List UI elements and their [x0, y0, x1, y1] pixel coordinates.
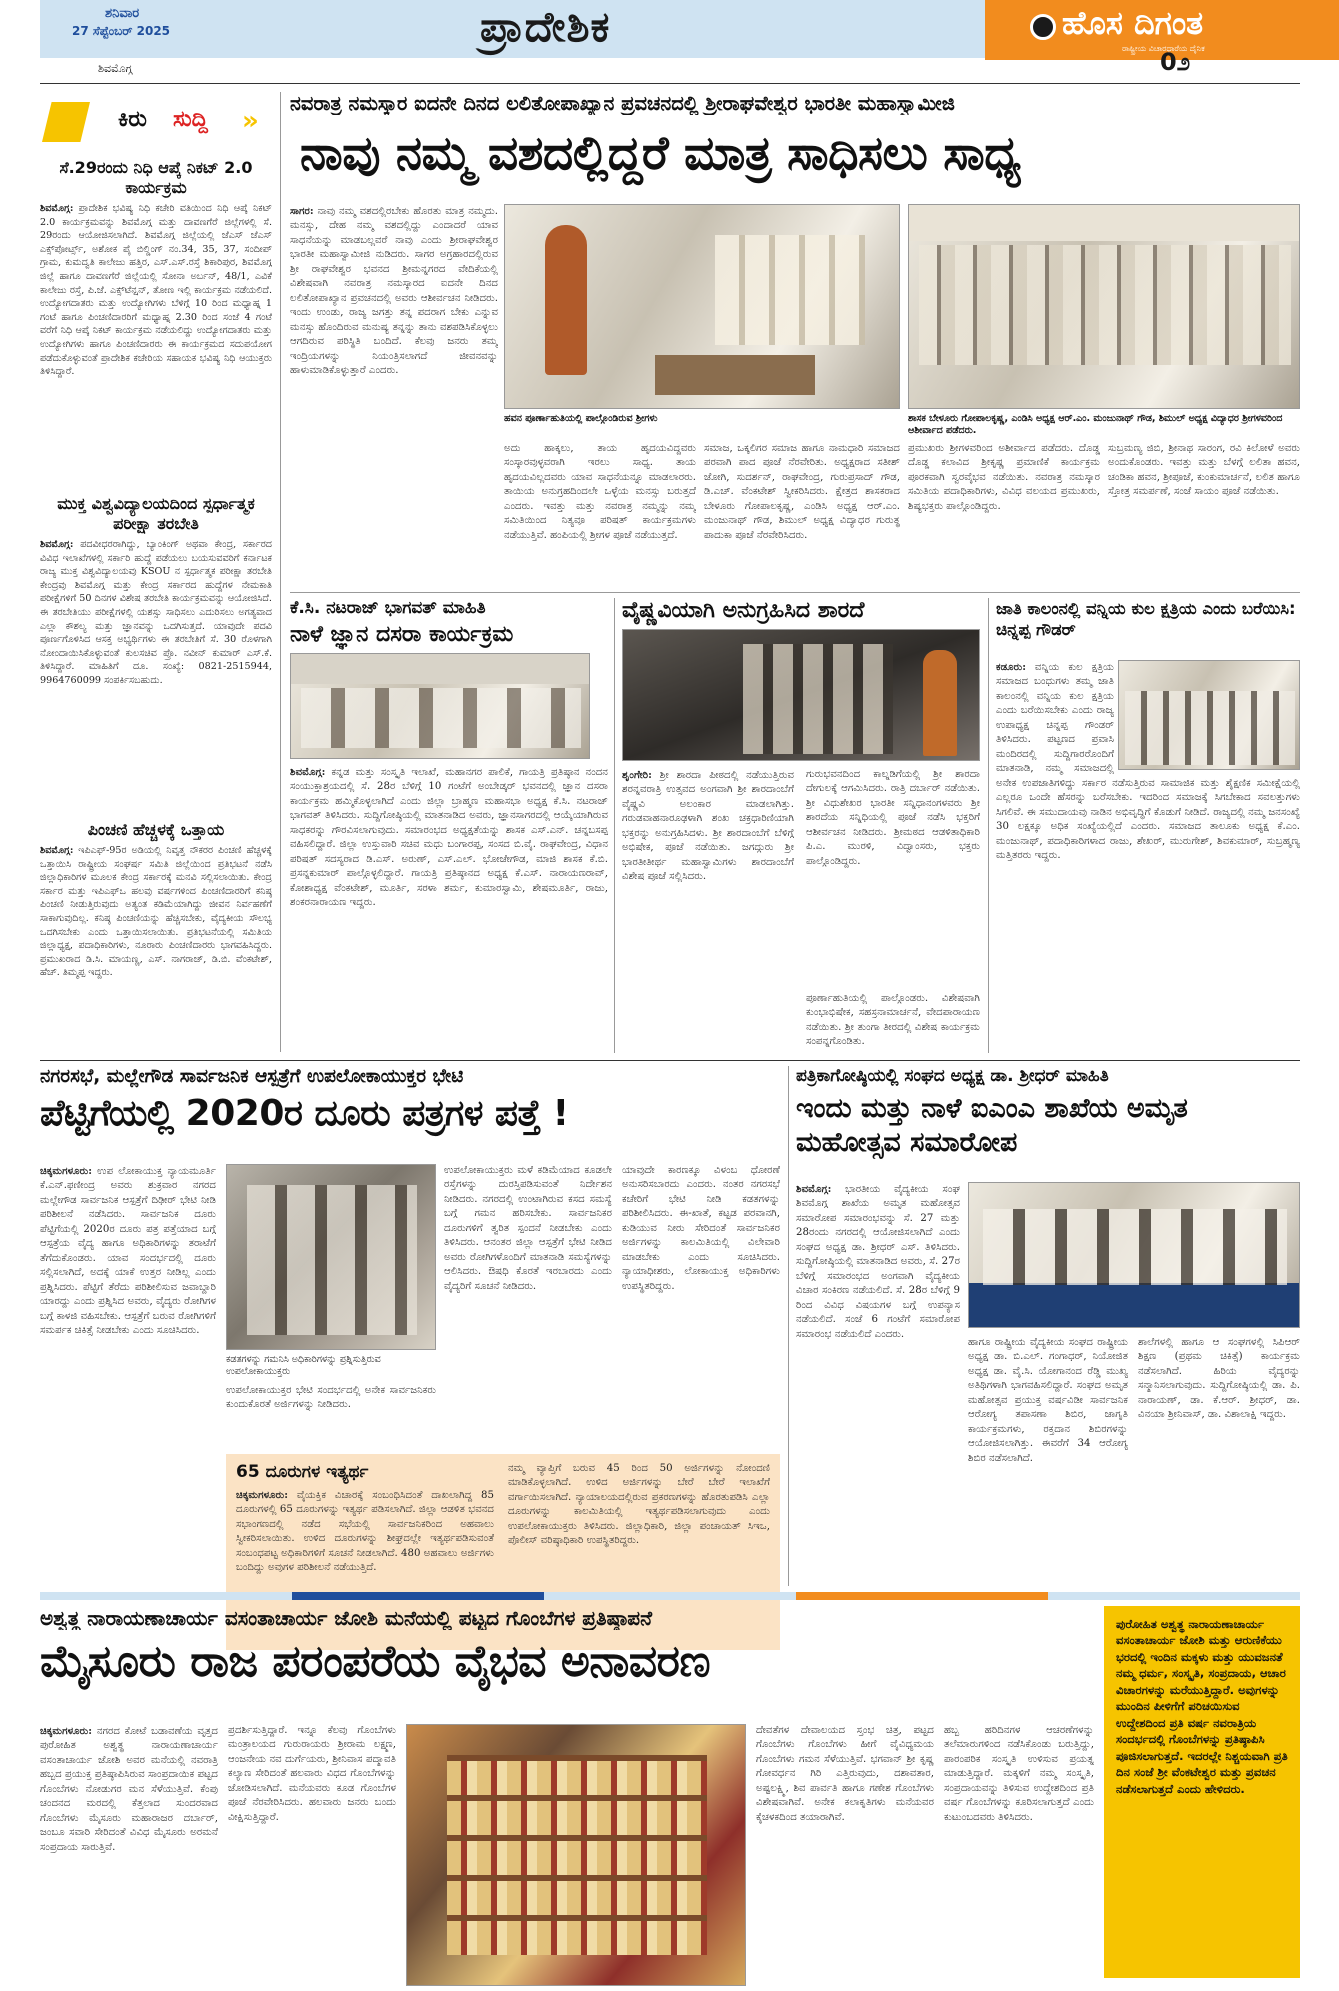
pointing-hand-icon [42, 102, 90, 142]
story6-kicker: ಪತ್ರಿಕಾಗೋಷ್ಠಿಯಲ್ಲಿ ಸಂಘದ ಅಧ್ಯಕ್ಷ ಡಾ. ಶ್ರೀಧರ್ ಮಾಹಿತಿ [796, 1066, 1109, 1086]
paper-tagline: ರಾಷ್ಟ್ರೀಯ ವಿಚಾರಧಾರೆಯ ದೈನಿಕ [1122, 44, 1205, 53]
story5-subtext: ಉಪಲೋಕಾಯುಕ್ತರ ಭೇಟಿ ಸಂದರ್ಭದಲ್ಲಿ ಅನೇಕ ಸಾರ್ವಜನಿಕರು ಕುಂದುಕೊರತೆ ಅರ್ಜಿಗಳನ್ನು ನೀಡಿದರು. [226, 1385, 436, 1411]
masthead-city: ಶಿವಮೊಗ್ಗ [98, 62, 133, 75]
box65-place: ಚಿಕ್ಕಮಗಳೂರು: [236, 1489, 289, 1501]
story7-col-1-text: ನಗರದ ಕೋಟೆ ಬಡಾವಣೆಯ ವೃತ್ತದ ಪುರೋಹಿತ ಅಶ್ವತ್ಥ ನಾರಾಯಣಾಚಾರ್ಯ ವಸಂತಾಚಾರ್ಯ ಜೋಶಿ ಅವರ ಮನೆಯಲ್ಲಿ ನವರಾತ್ರಿ ಹಬ್ಬದ ಪ್ರಯುಕ್ತ ಪ್ರತಿಷ್ಠಾಪಿಸಿರುವ ಸಾಂಪ್ರದಾಯಿಕ ಪಟ್ಟದ ಗೊಂಬೆಗಳು ನೋಡುಗರ ಮನ ಸೆಳೆಯುತ್ತಿವೆ. ಕೆಂಪು ಚಂದನದ ಮರದಲ್ಲಿ ಕೆತ್ತಲಾದ ಸುಂದರವಾದ ಗೊಂಬೆಗಳು ಮೈಸೂರು ಮಹಾರಾಜರ ದರ್ಬಾರ್, ಜಂಬೂ ಸವಾರಿ ಸೇರಿದಂತೆ ವಿವಿಧ ಮೈಸೂರು ಅರಮನೆ ಸಂಪ್ರದಾಯ ಸಾರುತ್ತಿವೆ. [40, 1726, 218, 1853]
page-number: 0೨ [1160, 48, 1191, 76]
story7-col-4: ಹಬ್ಬ ಹರಿದಿನಗಳ ಆಚರಣೆಗಳನ್ನು ತಲೆಮಾರುಗಳಿಂದ ನಡೆಸಿಕೊಂಡು ಬರುತ್ತಿದ್ದು, ಪಾರಂಪರಿಕ ಸಂಸ್ಕೃತಿ ಉಳಿಸುವ ಪ್ರಯತ್ನ ಮಾಡುತ್ತಿದ್ದಾರೆ. ಮಕ್ಕಳಿಗೆ ನಮ್ಮ ಸಂಸ್ಕೃತಿ, ಸಂಪ್ರದಾಯವನ್ನು ತಿಳಿಸುವ ಉದ್ದೇಶದಿಂದ ಪ್ರತಿ ವರ್ಷ ಗೊಂಬೆಗಳನ್ನು ಕೂರಿಸಲಾಗುತ್ತದೆ ಎಂದು ಕುಟುಂಬದವರು ತಿಳಿಸಿದರು. [944, 1725, 1094, 1823]
press-table [969, 1283, 1300, 1328]
chevrons-icon: » [242, 106, 259, 136]
story-ima [796, 1066, 1300, 1586]
story3-col-3: ಪೂರ್ಣಾಹುತಿಯಲ್ಲಿ ಪಾಲ್ಗೊಂಡರು. ವಿಶೇಷವಾಗಿ ಕುಂಭಾಭಿಷೇಕ, ಸಹಸ್ರನಾಮಾರ್ಚನೆ, ವೇದಪಾರಾಯಣ ನಡೆಯಿತು. ಶ್ರೀ ತುಂಗಾ ತೀರದಲ್ಲಿ ವಿಶೇಷ ಕಾರ್ಯಕ್ರಮ ಸಂಪನ್ನಗೊಂಡಿತು. [806, 993, 980, 1048]
quote-box [1104, 1606, 1300, 1978]
story4-headline: ಜಾತಿ ಕಾಲಂನಲ್ಲಿ ವನ್ನಿಯ ಕುಲ ಕ್ಷತ್ರಿಯ ಎಂದು ಬರೆಯಿಸಿ: ಚಿನ್ನಪ್ಪ ಗೌಡರ್ [996, 599, 1296, 640]
color-stripe [40, 1592, 1300, 1600]
quote-box-text: ಪುರೋಹಿತ ಅಶ್ವತ್ಥ ನಾರಾಯಣಾಚಾರ್ಯ ವಸಂತಾಚಾರ್ಯ ಜೋಶಿ ಮತ್ತು ಆರುಣಿಕೆಯು ಭರದಲ್ಲಿ ಇಂದಿನ ಮಕ್ಕಳು ಮತ್ತು ಯುವಜನತೆ ನಮ್ಮ ಧರ್ಮ, ಸಂಸ್ಕೃತಿ, ಸಂಪ್ರದಾಯ, ಆಚಾರ ವಿಚಾರಗಳನ್ನು ಮರೆಯುತ್ತಿದ್ದಾರೆ. ಅವುಗಳನ್ನು ಮುಂದಿನ ಪೀಳಿಗೆಗೆ ಪರಿಚಯಿಸುವ ಉದ್ದೇಶದಿಂದ ಪ್ರತಿ ವರ್ಷ ನವರಾತ್ರಿಯ ಸಂದರ್ಭದಲ್ಲಿ ಗೊಂಬೆಗಳನ್ನು ಪ್ರತಿಷ್ಠಾಪಿಸಿ ಪೂಜಿಸಲಾಗುತ್ತದೆ. ಇದರಲ್ಲೇ ನಿಶ್ಚಯವಾಗಿ ಪ್ರತಿ ದಿನ ಸಂಜೆ ಶ್ರೀ ವೆಂಕಟೇಶ್ವರ ಮತ್ತು ಪ್ರವಚನ ನಡೆಸಲಾಗುತ್ತದೆ ಎಂದು ಹೇಳಿದರು. [1116, 1617, 1288, 1796]
kiru-body-3 [40, 844, 272, 1052]
kirusuddi-column [40, 92, 272, 1052]
story6-place: ಶಿವಮೊಗ್ಗ: [796, 1183, 832, 1195]
lead-col-1 [290, 204, 498, 584]
story6-headline: ಇಂದು ಮತ್ತು ನಾಳೆ ಐಎಂಎ ಶಾಖೆಯ ಅಮೃತ ಮಹೋತ್ಸವ ಸಮಾರೋಪ [796, 1093, 1188, 1158]
story-vaishnavi [622, 598, 980, 1053]
priests-figures [715, 235, 865, 345]
kiru-text-3: ಇಪಿಎಫ್-95ರ ಅಡಿಯಲ್ಲಿ ನಿವೃತ್ತ ನೌಕರರ ಪಿಂಚಣಿ ಹೆಚ್ಚಳಕ್ಕೆ ಒತ್ತಾಯಿಸಿ ರಾಷ್ಟ್ರೀಯ ಸಂಘರ್ಷ ಸಮಿತಿ ಜಿಲ್ಲೆಯಿಂದ ಪ್ರತಿಭಟನೆ ನಡೆಸಿ ಜಿಲ್ಲಾಧಿಕಾರಿಗಳ ಮೂಲಕ ಕೇಂದ್ರ ಸರ್ಕಾರಕ್ಕೆ ಮನವಿ ಸಲ್ಲಿಸಲಾಯಿತು. ಕೇಂದ್ರ ಸರ್ಕಾರ ಮತ್ತು ಇಪಿಎಫ್‌ಒ ಹಲವು ವರ್ಷಗಳಿಂದ ಪಿಂಚಣಿದಾರರಿಗೆ ಕನಿಷ್ಠ ಪಿಂಚಣಿ ನೀಡುತ್ತಿರುವುದು ಅತ್ಯಂತ ಕಡಿಮೆಯಾಗಿದ್ದು ಜೀವನ ನಿರ್ವಹಣೆಗೆ ಸಾಕಾಗುವುದಿಲ್ಲ. ಕನಿಷ್ಠ ಪಿಂಚಣಿಯನ್ನು ಹೆಚ್ಚಿಸಬೇಕು, ವೈದ್ಯಕೀಯ ಸೌಲಭ್ಯ ಒದಗಿಸಬೇಕು ಎಂದು ಒತ್ತಾಯಿಸಲಾಯಿತು. ಪ್ರತಿಭಟನೆಯಲ್ಲಿ ಸಮಿತಿಯ ಜಿಲ್ಲಾಧ್ಯಕ್ಷ, ಪದಾಧಿಕಾರಿಗಳು, ನೂರಾರು ಪಿಂಚಣಿದಾರರು ಭಾಗವಹಿಸಿದ್ದರು. ಪ್ರಮುಖರಾದ ಡಿ.ಸಿ. ಮಾಯಣ್ಣ, ಎಸ್. ನಾಗರಾಜ್, ಡಿ.ಬಿ. ವೆಂಕಟೇಶ್, ಹೆಚ್. ತಿಮ್ಮಪ್ಪ ಇದ್ದರು. [40, 845, 272, 979]
kiru-place-2: ಶಿವಮೊಗ್ಗ: [40, 539, 74, 550]
kiru-item-3 [40, 820, 272, 1052]
story-lokayukta [40, 1066, 780, 1586]
box65-col-2: ನಮ್ಮ ವ್ಯಾಪ್ತಿಗೆ ಬರುವ 45 ರಿಂದ 50 ಅರ್ಜಿಗಳನ್ನು ನೋಂದಣಿ ಮಾಡಿಕೊಳ್ಳಲಾಗಿದೆ. ಉಳಿದ ಅರ್ಜಿಗಳನ್ನು ಬೇರೆ ಬೇರೆ ಇಲಾಖೆಗೆ ವರ್ಗಾಯಿಸಲಾಗಿದೆ. ನ್ಯಾಯಾಲಯದಲ್ಲಿರುವ ಪ್ರಕರಣಗಳನ್ನು ಹೊರತುಪಡಿಸಿ ಎಲ್ಲಾ ದೂರುಗಳನ್ನು ಕಾಲಮಿತಿಯಲ್ಲಿ ಇತ್ಯರ್ಥಪಡಿಸಲಾಗುವುದು ಎಂದು ಉಪಲೋಕಾಯುಕ್ತರು ತಿಳಿಸಿದರು. ಜಿಲ್ಲಾಧಿಕಾರಿ, ಜಿಲ್ಲಾ ಪಂಚಾಯತ್ ಸಿಇಒ, ಪೊಲೀಸ್ ವರಿಷ್ಠಾಧಿಕಾರಿ ಉಪಸ್ಥಿತರಿದ್ದರು. [508, 1463, 770, 1547]
story7-place: ಚಿಕ್ಕಮಗಳೂರು: [40, 1725, 93, 1737]
doctors-figures [983, 1209, 1287, 1285]
masthead-day: ಶನಿವಾರ [105, 6, 140, 21]
kiru-headline-1: ಸೆ.29ರಂದು ನಿಧಿ ಆಪ್ಕೆ ನಿಕಟ್ 2.0 ಕಾರ್ಯಕ್ರಮ [59, 158, 253, 197]
kiru-headline-2: ಮುಕ್ತ ವಿಶ್ವವಿದ್ಯಾಲಯದಿಂದ ಸ್ಪರ್ಧಾತ್ಮಕ ಪರೀಕ್ಷಾ ತರಬೇತಿ [57, 494, 255, 533]
lead-photo-2-caption: ಶಾಸಕ ಬೇಳೂರು ಗೋಪಾಲಕೃಷ್ಣ, ಎಂಡಿಸಿ ಅಧ್ಯಕ್ಷ ಆರ್.ಎಂ. ಮಂಜುನಾಥ್ ಗೌಡ, ಶಿಮುಲ್ ಅಧ್ಯಕ್ಷ ವಿದ್ಯಾಧರ ಶ್ರೀಗಳವರಿಂದ ಆಶೀರ್ವಾದ ಪಡೆದರು. [908, 413, 1283, 437]
lead-kicker: ನವರಾತ್ರ ನಮಸ್ಕಾರ ಐದನೇ ದಿನದ ಲಲಿತೋಪಾಖ್ಯಾನ ಪ್ರವಚನದಲ್ಲಿ ಶ್ರೀರಾಘವೇಶ್ವರ ಭಾರತೀ ಮಹಾಸ್ವಾಮೀಜಿ [290, 92, 955, 115]
story-gombe [40, 1606, 1300, 1986]
box65-col-1-text: ವೈಯಕ್ತಿಕ ವಿಚಾರಕ್ಕೆ ಸಂಬಂಧಿಸಿದಂತೆ ದಾಖಲಾಗಿದ್ದ 85 ದೂರುಗಳಲ್ಲಿ 65 ದೂರುಗಳನ್ನು ಇತ್ಯರ್ಥ ಪಡಿಸಲಾಗಿದೆ. ಜಿಲ್ಲಾ ಆಡಳಿತ ಭವನದ ಸಭಾಂಗಣದಲ್ಲಿ ನಡೆದ ಸಭೆಯಲ್ಲಿ ಸಾರ್ವಜನಿಕರಿಂದ ಅಹವಾಲು ಸ್ವೀಕರಿಸಲಾಯಿತು. ಉಳಿದ ದೂರುಗಳನ್ನು ಶೀಘ್ರದಲ್ಲೇ ಇತ್ಯರ್ಥಪಡಿಸುವಂತೆ ಸಂಬಂಧಪಟ್ಟ ಅಧಿಕಾರಿಗಳಿಗೆ ಸೂಚನೆ ನೀಡಲಾಗಿದೆ. 480 ಅಹವಾಲು ಅರ್ಜಿಗಳು ಬಂದಿದ್ದು ಅವುಗಳ ಪರಿಶೀಲನೆ ನಡೆಯುತ್ತಿದೆ. [236, 1490, 494, 1574]
kiru-text-1: ಪ್ರಾದೇಶಿಕ ಭವಿಷ್ಯ ನಿಧಿ ಕಚೇರಿ ವತಿಯಿಂದ ನಿಧಿ ಆಪ್ಕೆ ನಿಕಟ್ 2.0 ಕಾರ್ಯಕ್ರಮವನ್ನು ಶಿವಮೊಗ್ಗ ಮತ್ತು ದಾವಣಗೆರೆ ಜಿಲ್ಲೆಗಳಲ್ಲಿ ಸೆ. 29ರಂದು ಆಯೋಜಿಸಲಾಗಿದೆ. ಶಿವಮೊಗ್ಗ ಜಿಲ್ಲೆಯಲ್ಲಿ ಜೆಎಸ್ ಜೆಎಸ್ ಎಕ್ಸ್‌ಪೋರ್ಟ್ಸ್, ಅಶೋಕ ಪೈ ಬಿಲ್ಡಿಂಗ್ ನಂ.34, 35, 37, ಸಂದೀಪ್ ಗ್ರಾಮ, ಕುಮದ್ವತಿ ಕಾಲೇಜು ಹತ್ತಿರ, ಎಸ್.ಎಸ್.ರಸ್ತೆ ಶಿಕಾರಿಪುರ, ಶಿವಮೊಗ್ಗ ಜಿಲ್ಲೆ ಹಾಗೂ ದಾವಣಗೆರೆ ಜಿಲ್ಲೆಯಲ್ಲಿ ಸೋನಾ ಅರ್ಬನ್, 48/1, ಎವಿಕೆ ಕಾಲೇಜು ರಸ್ತೆ, ಪಿ.ಜೆ. ಎಕ್ಸ್‌ಟೆನ್ಷನ್, ತೋಣ ಇಲ್ಲಿ ಕಾರ್ಯಕ್ರಮ ನಡೆಯಲಿದೆ. ಉದ್ಯೋಗದಾತರು ಮತ್ತು ಉದ್ಯೋಗಿಗಳು ಬೆಳಿಗ್ಗೆ 10 ರಿಂದ ಮಧ್ಯಾಹ್ನ 1 ಗಂಟೆ ಹಾಗೂ ಪಿಂಚಣಿದಾರರಿಗೆ ಮಧ್ಯಾಹ್ನ 2.30 ರಿಂದ ಸಂಜೆ 4 ಗಂಟೆ ವರೆಗೆ ನಿಧಿ ಆಪ್ಕೆ ನಿಕಟ್ ಕಾರ್ಯಕ್ರಮ ನಡೆಯಲಿದ್ದು ಉದ್ಯೋಗದಾತರು ಮತ್ತು ಉದ್ಯೋಗಿಗಳು ಹಾಗೂ ಪಿಂಚಣಿದಾರರು ಈ ಕಾರ್ಯಕ್ರಮದ ಸದುಪಯೋಗ ಪಡೆದುಕೊಳ್ಳುವಂತೆ ಪ್ರಾದೇಶಿಕ ಕಚೇರಿಯ ಸಹಾಯಕ ಭವಿಷ್ಯ ನಿಧಿ ಆಯುಕ್ತರು ತಿಳಿಸಿದ್ದಾರೆ. [40, 203, 272, 378]
lead-story [290, 92, 1300, 587]
story3-place: ಶೃಂಗೇರಿ: [622, 769, 652, 781]
story7-photo [406, 1724, 746, 1986]
swamiji-figure [545, 225, 587, 375]
lead-place: ಸಾಗರ: [290, 205, 314, 217]
kiru-item-2 [40, 494, 272, 814]
kiru-headline-3: ಪಿಂಚಣಿ ಹೆಚ್ಚಳಕ್ಕೆ ಒತ್ತಾಯ [87, 820, 225, 839]
story2-headline: ನಾಳೆ ಜ್ಞಾನ ದಸರಾ ಕಾರ್ಯಕ್ರಮ [290, 622, 514, 647]
lead-photo-1-caption: ಹವನ ಪೂರ್ಣಾಹುತಿಯಲ್ಲಿ ಪಾಲ್ಗೊಂಡಿರುವ ಶ್ರೀಗಳು [504, 413, 658, 424]
paper-name: ಹೊಸ ದಿಗಂತ [1062, 4, 1204, 42]
brand-logo [1030, 4, 1339, 53]
story5-photo [226, 1164, 436, 1350]
story5-col-1-text: ಉಪ ಲೋಕಾಯುಕ್ತ ನ್ಯಾಯಮೂರ್ತಿ ಕೆ.ಎನ್.ಫಣೀಂದ್ರ ಅವರು ಶುಕ್ರವಾರ ನಗರದ ಮಲ್ಲೇಗೌಡ ಸಾರ್ವಜನಿಕ ಆಸ್ಪತ್ರೆಗೆ ದಿಢೀರ್ ಭೇಟಿ ನೀಡಿ ಪರಿಶೀಲನೆ ನಡೆಸಿದರು. ಸಾರ್ವಜನಿಕ ದೂರು ಪೆಟ್ಟಿಗೆಯಲ್ಲಿ 2020ರ ದೂರು ಪತ್ರ ಪತ್ತೆಯಾದ ಬಗ್ಗೆ ಆಸ್ಪತ್ರೆಯ ವೈದ್ಯ ಹಾಗೂ ಅಧಿಕಾರಿಗಳನ್ನು ತರಾಟೆಗೆ ತೆಗೆದುಕೊಂಡರು. ಯಾವ ಸಂದರ್ಭದಲ್ಲಿ ದೂರು ಸಲ್ಲಿಸಲಾಗಿದೆ, ಅದಕ್ಕೆ ಯಾಕೆ ಉತ್ತರ ನೀಡಿಲ್ಲ ಎಂದು ಪ್ರಶ್ನಿಸಿದರು. ಪೆಟ್ಟಿಗೆ ತೆರೆದು ಪರಿಶೀಲಿಸುವ ಜವಾಬ್ದಾರಿ ಯಾರದ್ದು ಎಂದು ಪ್ರಶ್ನಿಸಿದ ಅವರು, ವೈದ್ಯರು ರೋಗಿಗಳ ಬಗ್ಗೆ ಕಾಳಜಿ ವಹಿಸಬೇಕು. ಆಸ್ಪತ್ರೆಗೆ ಬರುವ ರೋಗಿಗಳಿಗೆ ಸಮರ್ಪಕ ಚಿಕಿತ್ಸೆ ನೀಡಬೇಕು ಎಂದು ಸೂಚಿಸಿದರು. [40, 1166, 216, 1337]
lead-headline: ನಾವು ನಮ್ಮ ವಶದಲ್ಲಿದ್ದರೆ ಮಾತ್ರ ಸಾಧಿಸಲು ಸಾಧ್ಯ [300, 126, 1021, 181]
story5-col-1 [40, 1164, 216, 1584]
doll-shelves [447, 1755, 707, 1955]
story3-col-1 [622, 768, 794, 1051]
story3-headline: ವೈಷ್ಣವಿಯಾಗಿ ಅನುಗ್ರಹಿಸಿದ ಶಾರದೆ [622, 598, 865, 623]
story-vanniya [996, 598, 1300, 1053]
story2-place: ಶಿವಮೊಗ್ಗ: [290, 766, 326, 778]
havan-kund [655, 355, 815, 395]
lead-photo-1 [504, 204, 900, 409]
lead-col-5: ಸುಬ್ರಮಣ್ಯ ಜಿಬಿ, ಶ್ರೀನಾಥ ಸಾರಂಗ, ರವಿ ಕಿಲೋಳೆ ಅವರು ಅಂದುಕೊಂಡರು. ಇವತ್ತು ಮತ್ತು ಬೆಳಗ್ಗೆ ಲಲಿತಾ ಹವನ, ಚಂಡಿಕಾ ಹವನ, ಶ್ರೀಪೂಜೆ, ಕುಂಕುಮಾರ್ಚನೆ, ಲಲಿತ ಹಾಗೂ ಸ್ತೋತ್ರ ಸಮರ್ಪಣೆ, ಸಂಜೆ ಸಾಯಂ ಪೂಜೆ ನಡೆಯಿತು. [1108, 443, 1300, 498]
lead-col-2: ಅದು ಹಾಕ್ಕಲು, ತಾಯ ಹೃದಯವಿದ್ದವರು ಸಂಸ್ಕಾರವುಳ್ಳವರಾಗಿ ಇರಲು ಸಾಧ್ಯ. ತಾಯ ಹೃದಯವಿಲ್ಲದವರು ಯಾವ ಸಾಧನೆಯನ್ನೂ ಮಾಡಲಾರರು. ತಾಯಿಯ ಅನುಗ್ರಹದಿಂದಲೇ ಒಳ್ಳೆಯ ಮನಸ್ಸು ಬರುತ್ತದೆ ಎಂದರು. ಇವತ್ತು ಮತ್ತು ನವರಾತ್ರ ನಮ್ಮನ್ನು ನಮ್ಮ ಸಮಿತಿಯಿಂದ ನಿತ್ಯವೂ ಪರಿಷತ್ ಕಾರ್ಯಕ್ರಮಗಳು ನಡೆಯುತ್ತಿವೆ. ಹಂಪಿಯಲ್ಲಿ ಶ್ರೀಗಳ ಪೂಜೆ ನಡೆಯುತ್ತದೆ. [504, 443, 696, 541]
story3-photo [622, 629, 980, 761]
kiru-body-1 [40, 202, 272, 510]
kiru-place-1: ಶಿವಮೊಗ್ಗ: [40, 203, 74, 214]
lead-col-1-text: ನಾವು ನಮ್ಮ ವಶದಲ್ಲಿರಬೇಕು ಹೊರತು ಮಾತ್ರ ನಮ್ಮದು. ಮನಸ್ಸು, ದೇಹ ನಮ್ಮ ವಶದಲ್ಲಿದ್ದು ಎಂದಾದರೆ ಯಾವ ಸಾಧನೆಯನ್ನು ಮಾಡಬಲ್ಲವರೆ ನಾವು ಎಂದು ಶ್ರೀರಾಘವೇಶ್ವರ ಭಾರತೀ ಮಹಾಸ್ವಾಮೀಜಿ ನುಡಿದರು. ಸಾಗರ ಅಗ್ರಹಾರದಲ್ಲಿರುವ ಶ್ರೀ ರಾಘವೇಶ್ವರ ಭವನದ ಶ್ರೀಮನ್ನಗರದ ವೇದಿಕೆಯಲ್ಲಿ ವಿಶೇಷವಾಗಿ ನವರಾತ್ರ ನಮಸ್ಕಾರದ ಐದನೇ ದಿನದ ಲಲಿತೋಪಾಖ್ಯಾನ ಪ್ರವಚನದಲ್ಲಿ ಅವರು ಆಶೀರ್ವಚನ ನೀಡಿದರು. ಇಂದು ಉಂಡು, ರಾಜ್ಯ ಜಗತ್ತು ತನ್ನ ಪದರಾಗ ಬೇಕು ಎನ್ನುವ ಮನಸ್ಸು ಹೊಂದಿರುವ ಮನುಷ್ಯ ತನ್ನನ್ನು ತಾನು ವಶಪಡಿಸಿಕೊಳ್ಳಲು ಆಗದಿರುವ ಪರಿಸ್ಥಿತಿ ಬಂದಿದೆ. ಕೆಲವು ಜನರು ತಮ್ಮ ಇಂದ್ರಿಯಗಳನ್ನು ನಿಯಂತ್ರಿಸಲಾಗದೆ ಜೀವನವನ್ನು ಹಾಳುಮಾಡಿಕೊಳ್ಳುತ್ತಾರೆ ಎಂದರು. [290, 206, 498, 377]
press-banner [291, 654, 590, 684]
story5-col-2: ಉಪಲೋಕಾಯುಕ್ತರು ಮಳೆ ಕಡಿಮೆಯಾದ ಕೂಡಲೇ ರಸ್ತೆಗಳನ್ನು ದುರಸ್ತಿಪಡಿಸುವಂತೆ ನಿರ್ದೇಶನ ನೀಡಿದರು. ನಗರದಲ್ಲಿ ಉಂಟಾಗಿರುವ ಕಸದ ಸಮಸ್ಯೆ ಬಗ್ಗೆ ಗಮನ ಹರಿಸಬೇಕು. ಸಾರ್ವಜನಿಕರ ದೂರುಗಳಿಗೆ ತ್ವರಿತ ಸ್ಪಂದನೆ ನೀಡಬೇಕು ಎಂದು ತಿಳಿಸಿದರು. ಆನಂತರ ಜಿಲ್ಲಾ ಆಸ್ಪತ್ರೆಗೆ ಭೇಟಿ ನೀಡಿದ ಅವರು ರೋಗಿಗಳೊಂದಿಗೆ ಮಾತನಾಡಿ ಸಮಸ್ಯೆಗಳನ್ನು ಆಲಿಸಿದರು. ಔಷಧಿ ಕೊರತೆ ಇರಬಾರದು ಎಂದು ವೈದ್ಯರಿಗೆ ಸೂಚನೆ ನೀಡಿದರು. [444, 1165, 612, 1292]
story6-col-1 [796, 1182, 960, 1584]
story2-text: ಕನ್ನಡ ಮತ್ತು ಸಂಸ್ಕೃತಿ ಇಲಾಖೆ, ಮಹಾನಗರ ಪಾಲಿಕೆ, ಗಾಯತ್ರಿ ಪ್ರತಿಷ್ಠಾನ ನಂದನ ಸಂಯುಕ್ತಾಶ್ರಯದಲ್ಲಿ ಸೆ. 28ರ ಬೆಳಿಗ್ಗೆ 10 ಗಂಟೆಗೆ ಅಂಬೇಡ್ಕರ್ ಭವನದಲ್ಲಿ ಜ್ಞಾನ ದಸರಾ ಕಾರ್ಯಕ್ರಮ ಹಮ್ಮಿಕೊಳ್ಳಲಾಗಿದೆ ಎಂದು ಜಿಲ್ಲಾ ಬ್ರಾಹ್ಮಣ ಮಹಾಸಭಾ ಅಧ್ಯಕ್ಷ ಕೆ.ಸಿ. ನಟರಾಜ್ ಭಾಗವತ್ ತಿಳಿಸಿದರು. ಸುದ್ದಿಗೋಷ್ಠಿಯಲ್ಲಿ ಮಾತನಾಡಿದ ಅವರು, ಜ್ಞಾನಸಾಗರದಲ್ಲಿ ಆಯ್ಕೆಯಾಗಿರುವ ಸಾಧಕರನ್ನು ಗೌರವಿಸಲಾಗುವುದು. ಸಮಾರಂಭದ ಅಧ್ಯಕ್ಷತೆಯನ್ನು ಶಾಸಕ ಎಸ್.ಎನ್. ಚನ್ನಬಸಪ್ಪ ವಹಿಸಲಿದ್ದಾರೆ. ಜಿಲ್ಲಾ ಉಸ್ತುವಾರಿ ಸಚಿವ ಮಧು ಬಂಗಾರಪ್ಪ, ಸಂಸದ ಬಿ.ವೈ. ರಾಘವೇಂದ್ರ, ವಿಧಾನ ಪರಿಷತ್ ಸದಸ್ಯರಾದ ಡಿ.ಎಸ್. ಅರುಣ್, ಎಸ್.ಎಲ್. ಭೋಜೇಗೌಡ, ಮಾಜಿ ಶಾಸಕ ಕೆ.ಬಿ. ಪ್ರಸನ್ನಕುಮಾರ್ ಪಾಲ್ಗೊಳ್ಳಲಿದ್ದಾರೆ. ಗಾಯತ್ರಿ ಪ್ರತಿಷ್ಠಾನದ ಅಧ್ಯಕ್ಷ ಕೆ.ಎಸ್. ನಾರಾಯಣರಾವ್, ಕೋಶಾಧ್ಯಕ್ಷ ವೆಂಕಟೇಶ್, ಮೂರ್ತಿ, ಸರಳಾ ಶರ್ಮ, ಕುಮಾರಸ್ವಾಮಿ, ಶೇಷಮೂರ್ತಿ, ರಾಜು, ಶಂಕರನಾರಾಯಣ ಇದ್ದರು. [290, 767, 608, 909]
story6-photo [968, 1182, 1300, 1328]
crowd-figures [919, 245, 1291, 365]
story5-photo-caption: ಕಡತಗಳನ್ನು ಗಮನಿಸಿ ಅಧಿಕಾರಿಗಳನ್ನು ಪ್ರಶ್ನಿಸುತ್ತಿರುವ ಉಪಲೋಕಾಯುಕ್ತರು [226, 1354, 381, 1378]
story3-col-1-text: ಶ್ರೀ ಶಾರದಾ ಪೀಠದಲ್ಲಿ ನಡೆಯುತ್ತಿರುವ ಶರನ್ನವರಾತ್ರಿ ಉತ್ಸವದ ಅಂಗವಾಗಿ ಶ್ರೀ ಶಾರದಾಂಬೆಗೆ ವೈಷ್ಣವಿ ಅಲಂಕಾರ ಮಾಡಲಾಗಿತ್ತು. ಗರುಡವಾಹನಾರೂಢಳಾಗಿ ಶಂಖ ಚಕ್ರಧಾರಿಣಿಯಾಗಿ ಭಕ್ತರನ್ನು ಅನುಗ್ರಹಿಸಿದಳು. ಶ್ರೀ ಶಾರದಾಂಬೆಗೆ ಬೆಳಿಗ್ಗೆ ಅಭಿಷೇಕ, ಪೂಜೆ ನಡೆಯಿತು. ಜಗದ್ಗುರು ಶ್ರೀ ಭಾರತೀತೀರ್ಥ ಮಹಾಸ್ವಾಮಿಗಳು ಶಾರದಾಂಬೆಗೆ ವಿಶೇಷ ಪೂಜೆ ಸಲ್ಲಿಸಿದರು. [622, 770, 794, 883]
story2-photo [290, 653, 590, 759]
story4-text: ವನ್ನಿಯ ಕುಲ ಕ್ಷತ್ರಿಯ ಸಮಾಜದ ಬಂಧುಗಳು ತಮ್ಮ ಜಾತಿ ಕಾಲಂನಲ್ಲಿ ವನ್ನಿಯ ಕುಲ ಕ್ಷತ್ರಿಯ ಎಂದು ಬರೆಯಿಸಬೇಕು ಎಂದು ರಾಜ್ಯ ಉಪಾಧ್ಯಕ್ಷ ಚಿನ್ನಪ್ಪ ಗೌಂಡರ್ ತಿಳಿಸಿದರು. ಪಟ್ಟಣದ ಪ್ರವಾಸಿ ಮಂದಿರದಲ್ಲಿ ಸುದ್ದಿಗಾರರೊಂದಿಗೆ ಮಾತನಾಡಿ, ನಮ್ಮ ಸಮಾಜದಲ್ಲಿ ಅನೇಕ ಉಪಜಾತಿಗಳಿದ್ದು ಸರ್ಕಾರ ನಡೆಸುತ್ತಿರುವ ಸಾಮಾಜಿಕ ಮತ್ತು ಶೈಕ್ಷಣಿಕ ಸಮೀಕ್ಷೆಯಲ್ಲಿ ಎಲ್ಲರೂ ಒಂದೇ ಹೆಸರನ್ನು ಬರೆಸಬೇಕು. ಇದರಿಂದ ಸಮಾಜಕ್ಕೆ ಸಿಗಬೇಕಾದ ಸವಲತ್ತುಗಳು ಸಿಗಲಿವೆ. ಈ ಸಮುದಾಯವು ನಾಡಿನ ಅಭಿವೃದ್ಧಿಗೆ ಕೊಡುಗೆ ನೀಡಿದೆ. ರಾಜ್ಯದಲ್ಲಿ ನಮ್ಮ ಜನಸಂಖ್ಯೆ 30 ಲಕ್ಷಕ್ಕೂ ಅಧಿಕ ಸಂಖ್ಯೆಯಲ್ಲಿದೆ ಎಂದರು. ಸಮಾಜದ ತಾಲೂಕು ಅಧ್ಯಕ್ಷ ಕೆ.ಎಂ. ಮಂಜುನಾಥ್, ಪದಾಧಿಕಾರಿಗಳಾದ ರಾಜು, ಶೇಖರ್, ಮುರುಗೇಶ್, ಶಿವಕುಮಾರ್, ಸುಬ್ರಹ್ಮಣ್ಯ ಮತ್ತಿತರರು ಇದ್ದರು. [996, 662, 1300, 862]
story5-place: ಚಿಕ್ಕಮಗಳೂರು: [40, 1165, 93, 1177]
kiru-item-1 [40, 158, 272, 510]
story4-place: ಕಡೂರು: [996, 661, 1026, 673]
kirusuddi-label-b: ಸುದ್ದಿ [173, 107, 208, 132]
story7-col-1 [40, 1724, 218, 1986]
lamp-icon [1030, 14, 1056, 40]
section-title: ಪ್ರಾದೇಶಿಕ [480, 2, 611, 51]
temple-priests [743, 644, 893, 754]
lead-photo-2 [908, 204, 1300, 409]
story6-col-1-text: ಭಾರತೀಯ ವೈದ್ಯಕೀಯ ಸಂಘ ಶಿವಮೊಗ್ಗ ಶಾಖೆಯ ಅಮೃತ ಮಹೋತ್ಸವ ಸಮಾರೋಪ ಸಮಾರಂಭವನ್ನು ಸೆ. 27 ಮತ್ತು 28ರಂದು ನಗರದಲ್ಲಿ ಆಯೋಜಿಸಲಾಗಿದೆ ಎಂದು ಸಂಘದ ಅಧ್ಯಕ್ಷ ಡಾ. ಶ್ರೀಧರ್ ಎಸ್. ತಿಳಿಸಿದರು. ಸುದ್ದಿಗೋಷ್ಠಿಯಲ್ಲಿ ಮಾತನಾಡಿದ ಅವರು, ಸೆ. 27ರ ಬೆಳಿಗ್ಗೆ ಸಮಾರಂಭದ ಅಂಗವಾಗಿ ವೈದ್ಯಕೀಯ ವಿಚಾರ ಸಂಕಿರಣ ನಡೆಯಲಿದೆ. ಸೆ. 28ರ ಬೆಳಿಗ್ಗೆ 9 ರಿಂದ ವಿವಿಧ ವಿಷಯಗಳ ಬಗ್ಗೆ ಉಪನ್ಯಾಸ ನಡೆಯಲಿದೆ. ಸಂಜೆ 6 ಗಂಟೆಗೆ ಸಮಾರೋಪ ಸಮಾರಂಭ ನಡೆಯಲಿದೆ ಎಂದರು. [796, 1184, 960, 1340]
lead-col-4: ಪ್ರಮುಖರು ಶ್ರೀಗಳವರಿಂದ ಅಶೀರ್ವಾದ ಪಡೆದರು. ದೊಡ್ಡ ದೊಡ್ಡ ಕಲಾವಿದ ಶ್ರೀಕೃಷ್ಣ ಪ್ರಮಾಣಿಕೆ ಕಾರ್ಯಕ್ರಮ ಪೂರಕವಾಗಿ ಸ್ವರವೈಭವ ನಡೆಯಿತು. ನವರಾತ್ರ ನಮಸ್ಕಾರ ಸಮಿತಿಯ ಪದಾಧಿಕಾರಿಗಳು, ವಿವಿಧ ವಲಯದ ಪ್ರಮುಖರು, ಶಿಷ್ಯಭಕ್ತರು ಪಾಲ್ಗೊಂಡಿದ್ದರು. [908, 443, 1100, 512]
officials-figures [247, 1185, 417, 1335]
story3-col-2: ಗುರುಭವನದಿಂದ ಕಾಲ್ನಡಿಗೆಯಲ್ಲಿ ಶ್ರೀ ಶಾರದಾ ದೇಗುಲಕ್ಕೆ ಆಗಮಿಸಿದರು. ರಾತ್ರಿ ದರ್ಬಾರ್ ನಡೆಯಿತು. ಶ್ರೀ ವಿಧುಶೇಖರ ಭಾರತೀ ಸನ್ನಿಧಾನಂಗಳವರು ಶ್ರೀ ಶಾರದೆಯ ಸನ್ನಿಧಿಯಲ್ಲಿ ಪೂಜೆ ನಡೆಸಿ ಭಕ್ತರಿಗೆ ಆಶೀರ್ವಚನ ನೀಡಿದರು. ಶ್ರೀಮಠದ ಆಡಳಿತಾಧಿಕಾರಿ ಪಿ.ಎ. ಮುರಳಿ, ವಿದ್ವಾಂಸರು, ಭಕ್ತರು ಪಾಲ್ಗೊಂಡಿದ್ದರು. [806, 769, 980, 867]
masthead-date: 27 ಸೆಪ್ಟೆಂಬರ್ 2025 [72, 24, 171, 38]
box65-headline: 65 ದೂರುಗಳ ಇತ್ಯರ್ಥ [236, 1462, 369, 1482]
seated-people [301, 688, 581, 748]
story4-body [996, 660, 1300, 1050]
kiru-body-2 [40, 538, 272, 814]
story7-col-3: ದೇವತೆಗಳ ದೇವಾಲಯದ ಸ್ತಂಭ ಚಿತ್ರ, ಪಟ್ಟದ ಗೊಂಬೆಗಳು ಗೊಂಬೆಗಳು ಹೀಗೆ ವೈವಿಧ್ಯಮಯ ಗೊಂಬೆಗಳು ಗಮನ ಸೆಳೆಯುತ್ತಿವೆ. ಭಗವಾನ್ ಶ್ರೀ ಕೃಷ್ಣ ಗೋವರ್ಧನ ಗಿರಿ ಎತ್ತಿರುವುದು, ದಶಾವತಾರ, ಅಷ್ಟಲಕ್ಷ್ಮಿ, ಶಿವ ಪಾರ್ವತಿ ಹಾಗೂ ಗಣೇಶ ಗೊಂಬೆಗಳು ವಿಶೇಷವಾಗಿವೆ. ಅನೇಕ ಕಲಾಕೃತಿಗಳು ಮನೆಯವರ ಕೈಚಳಕದಿಂದ ತಯಾರಾಗಿವೆ. [756, 1725, 934, 1823]
story2-body [290, 765, 608, 1087]
kiru-text-2: ಪದವೀಧರರಾಗಿದ್ದು, ಬ್ಯಾಂಕಿಂಗ್ ಅಥವಾ ಕೇಂದ್ರ, ಸರ್ಕಾರದ ವಿವಿಧ ಇಲಾಖೆಗಳಲ್ಲಿ ಸರ್ಕಾರಿ ಹುದ್ದೆ ಪಡೆಯಲು ಬಯಸುವವರಿಗೆ ಕರ್ನಾಟಕ ರಾಜ್ಯ ಮುಕ್ತ ವಿಶ್ವವಿದ್ಯಾಲಯವು KSOU ನ ಸ್ಪರ್ಧಾತ್ಮಕ ಪರೀಕ್ಷಾ ತರಬೇತಿ ಕೇಂದ್ರವು ಶಿವಮೊಗ್ಗ ಮತ್ತು ಕೇಂದ್ರ ಸರ್ಕಾರದ ಹುದ್ದೆಗಳ ನೇಮಕಾತಿ ಪರೀಕ್ಷೆಗಳಿಗೆ 50 ದಿನಗಳ ವಿಶೇಷ ತರಬೇತಿ ಕಾರ್ಯಕ್ರಮವನ್ನು ಆಯೋಜಿಸಿದೆ. ಈ ತರಬೇತಿಯು ಪರೀಕ್ಷೆಗಳಲ್ಲಿ ಯಶಸ್ಸು ಸಾಧಿಸಲು ಎದುರಿಸಲು ಅಗತ್ಯವಾದ ಎಲ್ಲಾ ಕೌಶಲ್ಯ ಮತ್ತು ಜ್ಞಾನವನ್ನು ಒದಗಿಸುತ್ತದೆ. ಯಾವುದೇ ಪದವಿ ಪೂರ್ಣಗೊಳಿಸಿದ ಆಸಕ್ತ ಅಭ್ಯರ್ಥಿಗಳು ಈ ತರಬೇತಿಗೆ ಸೆ. 30 ರೊಳಗಾಗಿ ನೋಂದಾಯಿಸಿಕೊಳ್ಳುವಂತೆ ಕುಲಸಚಿವ ಪ್ರೊ. ನವೀನ್ ಕುಮಾರ್ ಎಸ್.ಕೆ. ತಿಳಿಸಿದ್ದಾರೆ. ಮಾಹಿತಿಗೆ ದೂ. ಸಂಖ್ಯೆ: 0821-2515944, 9964760099 ಸಂಪರ್ಕಿಸಬಹುದು. [40, 539, 272, 687]
lead-col-3: ಸಮಾಜ, ಒಕ್ಕಲಿಗರ ಸಮಾಜ ಹಾಗೂ ನಾಮಧಾರಿ ಸಮಾಜದ ಪರವಾಗಿ ಪಾದ ಪೂಜೆ ನೆರವೇರಿತು. ಅಧ್ಯಕ್ಷರಾದ ಸತೀಶ್ ಜೋಗಿ, ಸುದರ್ಶನ್, ರಾಘವೇಂದ್ರ, ಗುರುಪ್ರಸಾದ್ ಗೌಡ, ಡಿ.ಎಚ್. ವೆಂಕಟೇಶ್ ಸ್ವೀಕರಿಸಿದರು. ಕ್ಷೇತ್ರದ ಶಾಸಕರಾದ ಬೇಳೂರು ಗೋಪಾಲಕೃಷ್ಣ, ಎಂಡಿಸಿ ಅಧ್ಯಕ್ಷ ಆರ್.ಎಂ. ಮಂಜುನಾಥ್ ಗೌಡ, ಶಿಮುಲ್ ಅಧ್ಯಕ್ಷ ವಿದ್ಯಾಧರ ಗುರುತ್ಥ ಪಾದುಕಾ ಪೂಜೆ ನೆರವೇರಿಸಿದರು. [704, 443, 900, 541]
canopy [909, 205, 1300, 241]
kiru-place-3: ಶಿವಮೊಗ್ಗ: [40, 845, 74, 856]
story7-col-2: ಪ್ರದರ್ಶಿಸುತ್ತಿದ್ದಾರೆ. ಇನ್ನೂ ಕೆಲವು ಗೊಂಬೆಗಳು ಮಂತ್ರಾಲಯದ ಗುರುರಾಯರು ಶ್ರೀರಾಮ ಲಕ್ಷ್ಮಣ, ಆಂಜನೇಯ ನವ ದುರ್ಗೆಯರು, ಶ್ರೀನಿವಾಸ ಪದ್ಮಾವತಿ ಕಲ್ಯಾಣ ಸೇರಿದಂತೆ ಹಲವಾರು ವಿಧದ ಗೊಂಬೆಗಳನ್ನು ಜೋಡಿಸಲಾಗಿದೆ. ಮನೆಯವರು ಕೂಡ ಗೊಂಬೆಗಳ ಪೂಜೆ ನೆರವೇರಿಸಿದರು. ಹಲವಾರು ಜನರು ಬಂದು ವೀಕ್ಷಿಸುತ್ತಿದ್ದಾರೆ. [228, 1725, 396, 1823]
story5-headline: ಪೆಟ್ಟಿಗೆಯಲ್ಲಿ 2020ರ ದೂರು ಪತ್ರಗಳ ಪತ್ತೆ ! [40, 1093, 569, 1134]
story6-col-2: ಹಾಗೂ ರಾಷ್ಟ್ರೀಯ ವೈದ್ಯಕೀಯ ಸಂಘದ ರಾಷ್ಟ್ರೀಯ ಅಧ್ಯಕ್ಷ ಡಾ. ಬಿ.ಎಲ್. ಗಂಗಾಧರ್, ನಿಯೋಜಿತ ಅಧ್ಯಕ್ಷ ಡಾ. ವೈ.ಸಿ. ಯೋಗಾನಂದ ರೆಡ್ಡಿ ಮುಖ್ಯ ಅತಿಥಿಗಳಾಗಿ ಭಾಗವಹಿಸಲಿದ್ದಾರೆ. ಸಂಘದ ಅಮೃತ ಮಹೋತ್ಸವ ಪ್ರಯುಕ್ತ ವರ್ಷವಿಡೀ ಸಾರ್ವಜನಿಕ ಆರೋಗ್ಯ ತಪಾಸಣಾ ಶಿಬಿರ, ಜಾಗೃತಿ ಕಾರ್ಯಕ್ರಮಗಳು, ರಕ್ತದಾನ ಶಿಬಿರಗಳನ್ನು ಆಯೋಜಿಸಲಾಗಿತ್ತು. ಈವರೆಗೆ 34 ಆರೋಗ್ಯ ಶಿಬಿರ ನಡೆಸಲಾಗಿದೆ. [968, 1337, 1128, 1464]
story7-kicker: ಅಶ್ವತ್ಥ ನಾರಾಯಣಾಚಾರ್ಯ ವಸಂತಾಚಾರ್ಯ ಜೋಶಿ ಮನೆಯಲ್ಲಿ ಪಟ್ಟದ ಗೊಂಬೆಗಳ ಪ್ರತಿಷ್ಠಾಪನೆ [40, 1606, 652, 1630]
story-jnana-dasara [290, 598, 608, 1053]
story5-col-3: ಯಾವುದೇ ಕಾರಣಕ್ಕೂ ವಿಳಂಬ ಧೋರಣೆ ಅನುಸರಿಸಬಾರದು ಎಂದರು. ನಂತರ ನಗರಸಭೆ ಕಚೇರಿಗೆ ಭೇಟಿ ನೀಡಿ ಕಡತಗಳನ್ನು ಪರಿಶೀಲಿಸಿದರು. ಈ-ಖಾತೆ, ಕಟ್ಟಡ ಪರವಾನಗಿ, ಕುಡಿಯುವ ನೀರು ಸೇರಿದಂತೆ ಸಾರ್ವಜನಿಕರ ಅರ್ಜಿಗಳನ್ನು ಕಾಲಮಿತಿಯಲ್ಲಿ ವಿಲೇವಾರಿ ಮಾಡಬೇಕು ಎಂದು ಸೂಚಿಸಿದರು. ನ್ಯಾಯಾಧೀಶರು, ಲೋಕಾಯುಕ್ತ ಅಧಿಕಾರಿಗಳು ಉಪಸ್ಥಿತರಿದ್ದರು. [622, 1165, 780, 1292]
story2-kicker: ಕೆ.ಸಿ. ನಟರಾಜ್ ಭಾಗವತ್ ಮಾಹಿತಿ [290, 598, 486, 618]
story7-headline: ಮೈಸೂರು ರಾಜ ಪರಂಪರೆಯ ವೈಭವ ಅನಾವರಣ [40, 1636, 711, 1687]
story5-kicker: ನಗರಸಭೆ, ಮಲ್ಲೇಗೌಡ ಸಾರ್ವಜನಿಕ ಆಸ್ಪತ್ರೆಗೆ ಉಪಲೋಕಾಯುಕ್ತರ ಭೇಟಿ [40, 1066, 464, 1087]
masthead [0, 0, 1339, 84]
story6-col-3: ಶಾಲೆಗಳಲ್ಲಿ ಹಾಗೂ ಆ ಸಂಘಗಳಲ್ಲಿ ಸಿಪಿಆರ್ ಶಿಕ್ಷಣ (ಪ್ರಥಮ ಚಿಕಿತ್ಸೆ) ಕಾರ್ಯಕ್ರಮ ನಡೆಸಲಾಗಿದೆ. ಹಿರಿಯ ವೈದ್ಯರನ್ನು ಸನ್ಮಾನಿಸಲಾಗುವುದು. ಸುದ್ದಿಗೋಷ್ಠಿಯಲ್ಲಿ ಡಾ. ಪಿ. ನಾರಾಯಣ್, ಡಾ. ಕೆ.ಆರ್. ಶ್ರೀಧರ್, ಡಾ. ವಿನಯಾ ಶ್ರೀನಿವಾಸ್, ಡಾ. ವಿಶಾಲಾಕ್ಷಿ ಇದ್ದರು. [1138, 1337, 1300, 1421]
kirusuddi-label-a: ಕಿರು [118, 107, 147, 132]
priest-figure [923, 650, 957, 756]
kirusuddi-badge [40, 98, 272, 146]
